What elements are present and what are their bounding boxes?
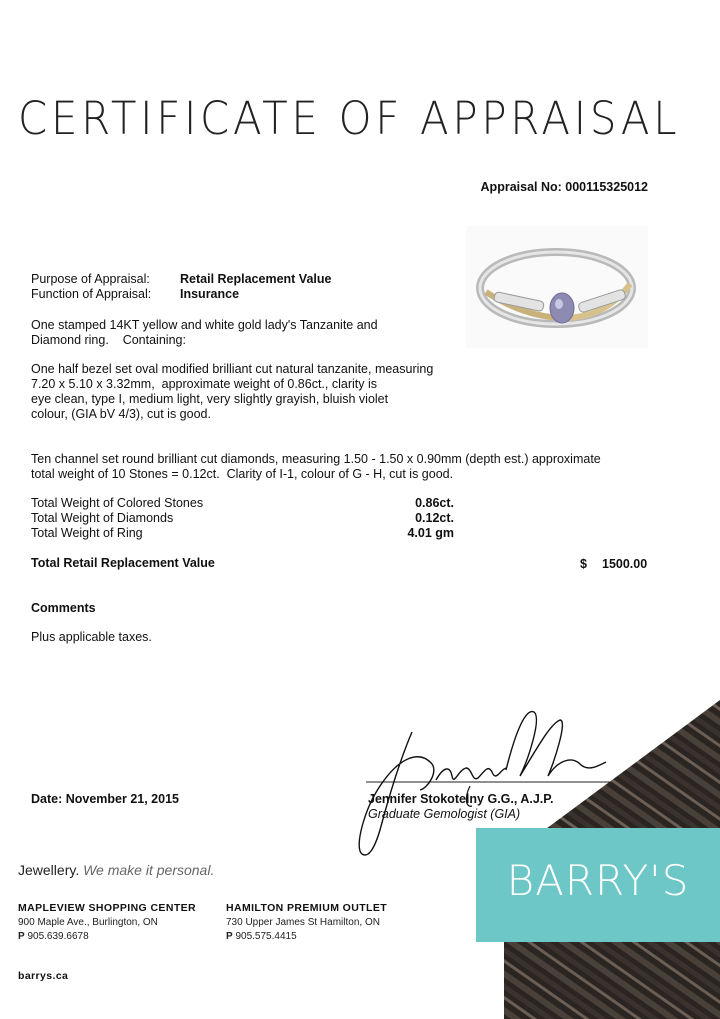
description-line: Ten channel set round brilliant cut diamonds, measuring 1.50 - 1.50 x 0.90mm (depth est.) approximate — [31, 452, 601, 466]
total-amount: 1500.00 — [602, 557, 648, 571]
function-value: Insurance — [180, 287, 240, 301]
purpose-value: Retail Replacement Value — [180, 272, 332, 286]
appraiser-name: Jennifer Stokotelny G.G., A.J.P. — [368, 792, 554, 806]
description-line: One half bezel set oval modified brilliant cut natural tanzanite, measuring — [31, 362, 434, 376]
weights-labels — [31, 496, 203, 541]
tanzanite-description — [31, 362, 433, 422]
comments-text: Plus applicable taxes. — [31, 630, 152, 644]
store-mapleview — [18, 902, 196, 942]
phone-label: P — [226, 931, 233, 942]
comments-heading: Comments — [31, 601, 96, 615]
weights-values — [400, 496, 454, 541]
weight-label: Total Weight of Ring — [31, 526, 143, 540]
weight-value: 4.01 gm — [407, 526, 454, 540]
date: Date: November 21, 2015 — [31, 792, 179, 806]
description-line: colour, (GIA bV 4/3), cut is good. — [31, 407, 211, 421]
weight-label: Total Weight of Colored Stones — [31, 496, 204, 510]
description-line: 7.20 x 5.10 x 3.32mm, approximate weight of 0.86ct., clarity is — [31, 377, 377, 391]
brand-logo: BARRY'S — [506, 856, 690, 905]
store-hamilton — [226, 902, 387, 942]
total-label: Total Retail Replacement Value — [31, 556, 215, 570]
tagline-sub: We make it personal. — [83, 862, 215, 878]
appraiser-title: Graduate Gemologist (GIA) — [368, 807, 521, 821]
store-address: 730 Upper James St Hamilton, ON — [226, 917, 380, 928]
diamonds-description — [31, 452, 601, 482]
description-line: Diamond ring. Containing: — [31, 333, 186, 347]
store-phone — [18, 931, 196, 942]
total-currency: $ — [580, 557, 587, 571]
ring-photo — [466, 226, 648, 348]
weight-label: Total Weight of Diamonds — [31, 511, 174, 525]
certificate-title: CERTIFICATE OF APPRAISAL — [18, 92, 681, 145]
tagline-main: Jewellery. — [18, 862, 80, 878]
store-name: MAPLEVIEW SHOPPING CENTER — [18, 902, 197, 914]
store-phone — [226, 931, 387, 942]
phone-number: 905.575.4415 — [235, 931, 297, 942]
description-line: One stamped 14KT yellow and white gold lady's Tanzanite and — [31, 318, 378, 332]
weight-value: 0.12ct. — [415, 511, 454, 525]
phone-number: 905.639.6678 — [27, 931, 89, 942]
appraisal-number: Appraisal No: 000115325012 — [480, 180, 648, 194]
description-line: eye clean, type I, medium light, very slightly grayish, bluish violet — [31, 392, 389, 406]
purpose-label: Purpose of Appraisal: — [31, 272, 150, 286]
website-link[interactable]: barrys.ca — [18, 970, 69, 982]
phone-label: P — [18, 931, 25, 942]
function-label: Function of Appraisal: — [31, 287, 152, 301]
description-line: total weight of 10 Stones = 0.12ct. Clarity of I-1, colour of G - H, cut is good. — [31, 467, 454, 481]
store-address: 900 Maple Ave., Burlington, ON — [18, 917, 158, 928]
tagline — [18, 862, 214, 878]
ring-description — [31, 318, 378, 348]
store-name: HAMILTON PREMIUM OUTLET — [226, 902, 388, 914]
weight-value: 0.86ct. — [415, 496, 454, 510]
